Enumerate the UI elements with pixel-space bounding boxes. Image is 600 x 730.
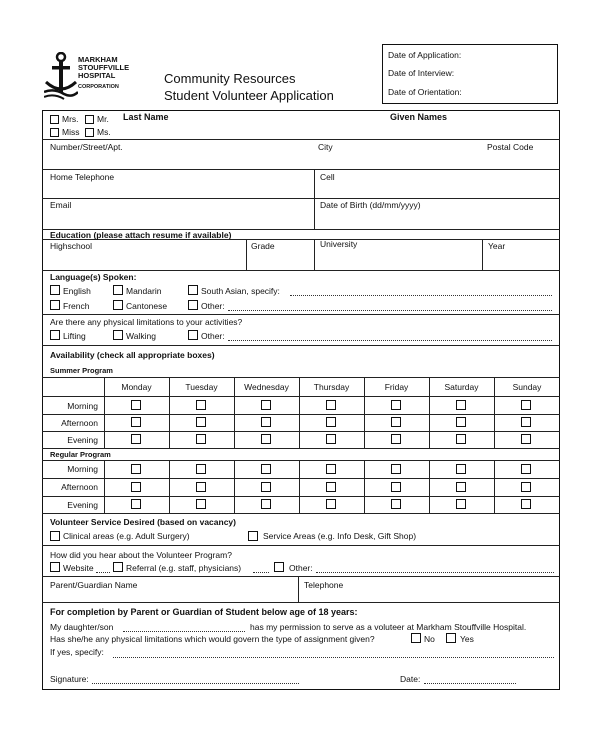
limitation-other-checkbox[interactable]	[188, 330, 198, 340]
cell-label: Cell	[320, 172, 335, 182]
regular-afternoon-thursday-checkbox[interactable]	[326, 482, 336, 492]
regular-evening-label: Evening	[67, 500, 98, 510]
regular-evening-wednesday-checkbox[interactable]	[261, 499, 271, 509]
lifting-label: Lifting	[63, 331, 86, 341]
mrs-label: Mrs.	[62, 114, 79, 124]
referral-checkbox[interactable]	[113, 562, 123, 572]
form-title-line-1: Community Resources	[164, 71, 296, 86]
regular-afternoon-saturday-checkbox[interactable]	[456, 482, 466, 492]
regular-morning-saturday-checkbox[interactable]	[456, 464, 466, 474]
consent-header: For completion by Parent or Guardian of Student below age of 18 years:	[50, 607, 358, 617]
walking-label: Walking	[126, 331, 156, 341]
limitations-question: Are there any physical limitations to your activities?	[50, 317, 243, 327]
summer-morning-sunday-checkbox[interactable]	[521, 400, 531, 410]
hospital-logo	[44, 50, 144, 102]
ms-checkbox[interactable]	[85, 128, 94, 137]
mr-checkbox[interactable]	[85, 115, 94, 124]
hear-other-checkbox[interactable]	[274, 562, 284, 572]
regular-evening-friday-checkbox[interactable]	[391, 499, 401, 509]
summer-evening-monday-checkbox[interactable]	[131, 434, 141, 444]
regular-morning-thursday-checkbox[interactable]	[326, 464, 336, 474]
regular-afternoon-wednesday-checkbox[interactable]	[261, 482, 271, 492]
logo-line-3: HOSPITAL	[78, 71, 116, 80]
clinical-areas-label: Clinical areas (e.g. Adult Surgery)	[63, 531, 190, 541]
summer-day-tuesday: Tuesday	[185, 382, 218, 392]
website-checkbox[interactable]	[50, 562, 60, 572]
summer-day-friday: Friday	[384, 382, 409, 392]
given-names-label: Given Names	[390, 112, 448, 122]
summer-evening-wednesday-checkbox[interactable]	[261, 434, 271, 444]
consent-line2: Has she/he any physical limitations which would govern the type of assignment given?	[50, 634, 375, 644]
hear-other-line[interactable]	[316, 572, 554, 573]
south-asian-checkbox[interactable]	[188, 285, 198, 295]
summer-day-saturday: Saturday	[444, 382, 479, 392]
summer-morning-monday-checkbox[interactable]	[131, 400, 141, 410]
miss-checkbox[interactable]	[50, 128, 59, 137]
regular-program-label: Regular Program	[50, 450, 111, 459]
ms-label: Ms.	[97, 127, 111, 137]
date-of-interview-label: Date of Interview:	[388, 68, 455, 78]
regular-morning-monday-checkbox[interactable]	[131, 464, 141, 474]
application-form-frame	[42, 110, 560, 690]
date-of-orientation-label: Date of Orientation:	[388, 87, 462, 97]
limitations-yes-checkbox[interactable]	[446, 633, 456, 643]
summer-morning-thursday-checkbox[interactable]	[326, 400, 336, 410]
regular-evening-tuesday-checkbox[interactable]	[196, 499, 206, 509]
south-asian-label: South Asian, specify:	[201, 286, 280, 296]
university-label: University	[320, 239, 358, 249]
grade-label: Grade	[251, 241, 275, 251]
logo-line-2: STOUFFVILLE	[78, 63, 130, 72]
regular-evening-thursday-checkbox[interactable]	[326, 499, 336, 509]
date-label: Date:	[400, 674, 421, 684]
service-header: Volunteer Service Desired (based on vacancy)	[50, 517, 236, 527]
summer-day-monday: Monday	[121, 382, 152, 392]
summer-morning-saturday-checkbox[interactable]	[456, 400, 466, 410]
year-label: Year	[488, 241, 506, 251]
english-label: English	[63, 286, 91, 296]
website-label: Website	[63, 563, 94, 573]
home-telephone-label: Home Telephone	[50, 172, 115, 182]
regular-morning-wednesday-checkbox[interactable]	[261, 464, 271, 474]
summer-afternoon-thursday-checkbox[interactable]	[326, 417, 336, 427]
regular-evening-saturday-checkbox[interactable]	[456, 499, 466, 509]
consent-line1-a: My daughter/son	[50, 622, 114, 632]
language-other-label: Other:	[201, 301, 225, 311]
english-checkbox[interactable]	[50, 285, 60, 295]
regular-morning-tuesday-checkbox[interactable]	[196, 464, 206, 474]
summer-afternoon-monday-checkbox[interactable]	[131, 417, 141, 427]
referral-label: Referral (e.g. staff, physicians)	[126, 563, 242, 573]
mr-label: Mr.	[97, 114, 109, 124]
regular-afternoon-tuesday-checkbox[interactable]	[196, 482, 206, 492]
cantonese-checkbox[interactable]	[113, 300, 123, 310]
summer-program-label: Summer Program	[50, 366, 113, 375]
summer-evening-thursday-checkbox[interactable]	[326, 434, 336, 444]
date-line[interactable]	[424, 683, 516, 684]
regular-evening-sunday-checkbox[interactable]	[521, 499, 531, 509]
hear-other-label: Other:	[289, 563, 313, 573]
summer-morning-label: Morning	[67, 401, 98, 411]
cantonese-label: Cantonese	[126, 301, 168, 311]
language-other-checkbox[interactable]	[188, 300, 198, 310]
summer-evening-tuesday-checkbox[interactable]	[196, 434, 206, 444]
limitations-no-checkbox[interactable]	[411, 633, 421, 643]
regular-afternoon-sunday-checkbox[interactable]	[521, 482, 531, 492]
summer-evening-label: Evening	[67, 435, 98, 445]
summer-afternoon-friday-checkbox[interactable]	[391, 417, 401, 427]
regular-afternoon-monday-checkbox[interactable]	[131, 482, 141, 492]
specify-label: If yes, specify:	[50, 647, 104, 657]
summer-morning-friday-checkbox[interactable]	[391, 400, 401, 410]
summer-morning-tuesday-checkbox[interactable]	[196, 400, 206, 410]
service-areas-label: Service Areas (e.g. Info Desk, Gift Shop)	[263, 531, 417, 541]
south-asian-specify-line[interactable]	[290, 295, 552, 296]
dob-label: Date of Birth (dd/mm/yyyy)	[320, 200, 421, 210]
availability-header: Availability (check all appropriate boxes)	[50, 350, 215, 360]
languages-header: Language(s) Spoken:	[50, 272, 137, 282]
lifting-checkbox[interactable]	[50, 330, 60, 340]
last-name-label: Last Name	[123, 112, 169, 122]
summer-day-wednesday: Wednesday	[244, 382, 289, 392]
french-checkbox[interactable]	[50, 300, 60, 310]
summer-afternoon-tuesday-checkbox[interactable]	[196, 417, 206, 427]
regular-morning-sunday-checkbox[interactable]	[521, 464, 531, 474]
language-other-line[interactable]	[228, 310, 552, 311]
highschool-label: Highschool	[50, 241, 93, 251]
signature-line[interactable]	[92, 683, 299, 684]
education-header: Education (please attach resume if available)	[50, 230, 232, 240]
summer-morning-wednesday-checkbox[interactable]	[261, 400, 271, 410]
form-title-line-2: Student Volunteer Application	[164, 88, 334, 103]
regular-morning-friday-checkbox[interactable]	[391, 464, 401, 474]
logo-line-1: MARKHAM	[78, 55, 118, 64]
french-label: French	[63, 301, 90, 311]
regular-morning-label: Morning	[67, 464, 98, 474]
student-name-line[interactable]	[123, 631, 245, 632]
mandarin-label: Mandarin	[126, 286, 162, 296]
city-label: City	[318, 142, 333, 152]
summer-afternoon-wednesday-checkbox[interactable]	[261, 417, 271, 427]
summer-day-sunday: Sunday	[512, 382, 542, 392]
summer-day-thursday: Thursday	[313, 382, 350, 392]
limitations-yes-label: Yes	[460, 634, 474, 644]
logo-line-4: CORPORATION	[78, 84, 119, 90]
limitation-other-line[interactable]	[228, 340, 552, 341]
summer-afternoon-label: Afternoon	[61, 418, 98, 428]
summer-afternoon-sunday-checkbox[interactable]	[521, 417, 531, 427]
summer-afternoon-saturday-checkbox[interactable]	[456, 417, 466, 427]
regular-afternoon-friday-checkbox[interactable]	[391, 482, 401, 492]
specify-line[interactable]	[113, 657, 554, 658]
hear-question: How did you hear about the Volunteer Program?	[50, 550, 232, 560]
street-label: Number/Street/Apt.	[50, 142, 123, 152]
limitation-other-label: Other:	[201, 331, 225, 341]
summer-evening-sunday-checkbox[interactable]	[521, 434, 531, 444]
service-areas-checkbox[interactable]	[248, 531, 258, 541]
mandarin-checkbox[interactable]	[113, 285, 123, 295]
miss-label: Miss	[62, 127, 80, 137]
hospital-logo-icon	[44, 52, 78, 100]
postal-code-label: Postal Code	[487, 142, 534, 152]
limitations-no-label: No	[424, 634, 435, 644]
guardian-name-label: Parent/Guardian Name	[50, 580, 138, 590]
regular-evening-monday-checkbox[interactable]	[131, 499, 141, 509]
signature-label: Signature:	[50, 674, 89, 684]
walking-checkbox[interactable]	[113, 330, 123, 340]
clinical-areas-checkbox[interactable]	[50, 531, 60, 541]
summer-evening-saturday-checkbox[interactable]	[456, 434, 466, 444]
summer-evening-friday-checkbox[interactable]	[391, 434, 401, 444]
guardian-telephone-label: Telephone	[304, 580, 344, 590]
mrs-checkbox[interactable]	[50, 115, 59, 124]
regular-afternoon-label: Afternoon	[61, 482, 98, 492]
consent-line1-b: has my permission to serve as a voluteer at Markham Stouffville Hospital.	[250, 622, 527, 632]
date-of-application-label: Date of Application:	[388, 50, 462, 60]
email-label: Email	[50, 200, 72, 210]
